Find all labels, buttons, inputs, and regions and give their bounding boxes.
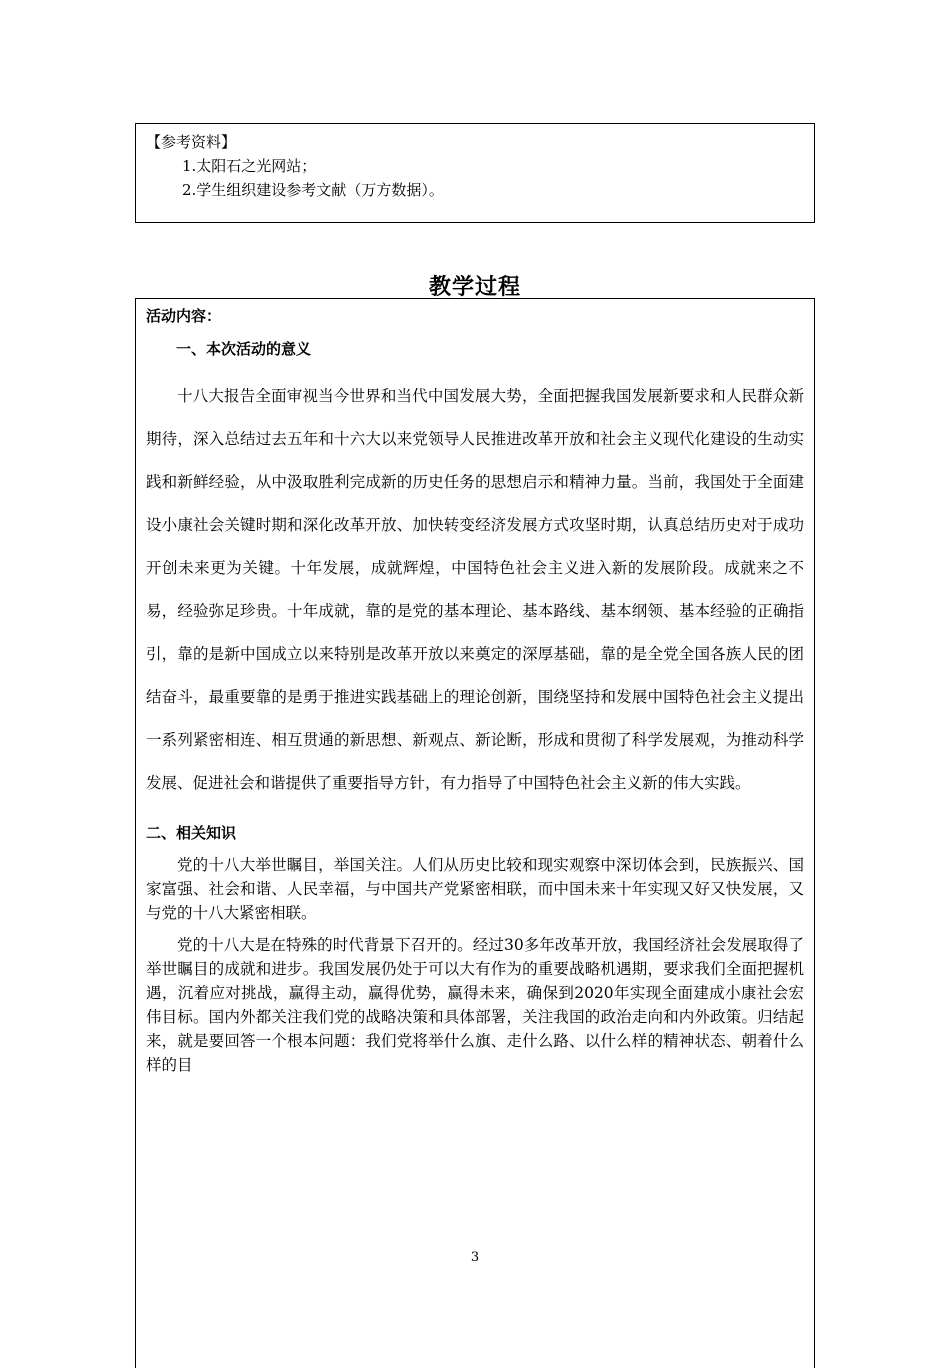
paragraph-knowledge-1: 党的十八大举世瞩目，举国关注。人们从历史比较和现实观察中深切体会到，民族振兴、国家富强、社会和谐、人民幸福，与中国共产党紧密相联，而中国未来十年实现又好又快发展，又与党的十八大紧密相联。 <box>146 856 804 922</box>
references-title: 【参考资料】 <box>146 133 237 151</box>
section-title: 教学过程 <box>428 275 521 300</box>
references-box <box>135 123 815 223</box>
heading-related-knowledge: 二、相关知识 <box>146 824 237 842</box>
reference-item: 1.太阳石之光网站； <box>182 157 317 175</box>
activity-content-label: 活动内容： <box>146 307 222 325</box>
paragraph-significance: 十八大报告全面审视当今世界和当代中国发展大势，全面把握我国发展新要求和人民群众新期待，深入总结过去五年和十六大以来党领导人民推进改革开放和社会主义现代化建设的生动实践和新鲜经验，从中汲取胜利完成新的历史任务的思想启示和精神力量。当前，我国处于全面建设小康社会关键时期和深化改革开放、加快转变经济发展方式攻坚时期，认真总结历史对于成功开创未来更为关键。十年发展，成就辉煌，中国特色社会主义进入新的发展阶段。成就来之不易，经验弥足珍贵。十年成就，靠的是党的基本理论、基本路线、基本纲领、基本经验的正确指引，靠的是新中国成立以来特别是改革开放以来奠定的深厚基础，靠的是全党全国各族人民的团结奋斗，最重要靠的是勇于推进实践基础上的理论创新，围绕坚持和发展中国特色社会主义提出一系列紧密相连、相互贯通的新思想、新观点、新论断，形成和贯彻了科学发展观，为推动科学发展、促进社会和谐提供了重要指导方针，有力指导了中国特色社会主义新的伟大实践。 <box>146 387 804 792</box>
heading-significance: 一、本次活动的意义 <box>176 340 312 358</box>
page-number: 3 <box>470 1250 480 1265</box>
process-box <box>135 298 815 1368</box>
reference-item: 2.学生组织建设参考文献（万方数据）。 <box>182 181 444 199</box>
paragraph-knowledge-2: 党的十八大是在特殊的时代背景下召开的。经过30多年改革开放，我国经济社会发展取得了举世瞩目的成就和进步。我国发展仍处于可以大有作为的重要战略机遇期，要求我们全面把握机遇，沉着应对挑战，赢得主动，赢得优势，赢得未来，确保到2020年实现全面建成小康社会宏伟目标。国内外都关注我们党的战略决策和具体部署，关注我国的政治走向和内外政策。归结起来，就是要回答一个根本问题：我们党将举什么旗、走什么路、以什么样的精神状态、朝着什么样的目 <box>146 936 804 1074</box>
